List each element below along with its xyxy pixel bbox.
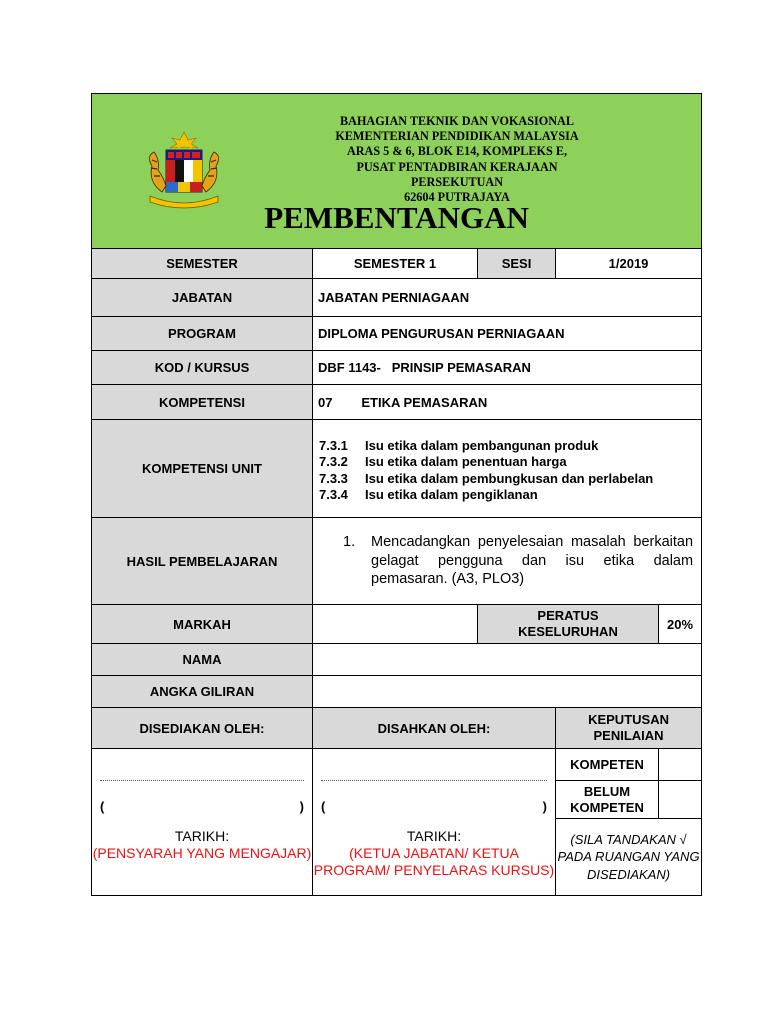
unit-text: Isu etika dalam pengiklanan xyxy=(365,487,538,502)
agency-line: 62604 PUTRAJAYA xyxy=(404,190,510,205)
coat-of-arms-icon xyxy=(138,130,230,210)
kompetensi-unit-label: KOMPETENSI UNIT xyxy=(92,420,313,518)
kod-kursus-label: KOD / KURSUS xyxy=(92,351,313,385)
unit-text: Isu etika dalam pembangunan produk xyxy=(365,437,599,453)
list-item xyxy=(319,454,701,471)
nama-label: NAMA xyxy=(92,644,313,676)
hasil-label: HASIL PEMBELAJARAN xyxy=(92,518,313,605)
approver-role: (KETUA JABATAN/ KETUA PROGRAM/ PENYELARAS KURSUS) xyxy=(313,845,555,878)
unit-number: 7.3.1 xyxy=(319,437,348,453)
outcome-text: Mencadangkan penyelesaian masalah berkaitan gelagat pengguna dan isu etika dalam pemasaran. (A3, PLO3) xyxy=(371,534,694,588)
disediakan-label: DISEDIAKAN OLEH: xyxy=(92,708,313,749)
angka-giliran-label: ANGKA GILIRAN xyxy=(92,676,313,708)
program-value: DIPLOMA PENGURUSAN PERNIAGAAN xyxy=(313,317,702,351)
kompetensi-label: KOMPETENSI xyxy=(92,385,313,420)
unit-number: 7.3.4 xyxy=(319,487,348,502)
outcome-number: 1. xyxy=(343,534,356,551)
peratus-value: 20% xyxy=(659,605,702,644)
unit-text: Isu etika dalam pembungkusan dan perlabelan xyxy=(365,470,654,486)
agency-line: BAHAGIAN TEKNIK DAN VOKASIONAL xyxy=(340,114,574,128)
program-label: PROGRAM xyxy=(92,317,313,351)
signature-line[interactable] xyxy=(321,780,547,781)
agency-line: PUSAT PENTADBIRAN KERAJAAN xyxy=(356,159,558,174)
unit-number: 7.3.3 xyxy=(319,470,348,486)
belum-kompeten-line: KOMPETEN xyxy=(570,799,644,815)
page-title: PEMBENTANGAN xyxy=(264,200,529,235)
belum-kompeten-label xyxy=(556,781,659,819)
list-item xyxy=(319,487,701,504)
kompetensi-value: 07 ETIKA PEMASARAN xyxy=(313,385,702,420)
tarikh-label: TARIKH: xyxy=(174,828,230,844)
kompeten-checkbox[interactable] xyxy=(659,749,702,781)
competency-unit-list xyxy=(313,420,702,518)
assessment-form xyxy=(91,93,702,896)
keputusan-label xyxy=(556,708,702,749)
preparer-role: (PENSYARAH YANG MENGAJAR) xyxy=(92,845,312,861)
peratus-label-line: KESELURUHAN xyxy=(518,624,618,639)
peratus-label xyxy=(478,605,659,644)
paren-open: ( xyxy=(100,799,105,814)
learning-outcome xyxy=(313,518,702,605)
agency-line: PERSEKUTUAN xyxy=(410,174,504,189)
sesi-label: SESI xyxy=(478,249,556,279)
kompeten-label: KOMPETEN xyxy=(556,749,659,781)
preparer-signature xyxy=(92,749,313,896)
disahkan-label: DISAHKAN OLEH: xyxy=(313,708,556,749)
sesi-value: 1/2019 xyxy=(556,249,702,279)
jabatan-label: JABATAN xyxy=(92,279,313,317)
belum-kompeten-checkbox[interactable] xyxy=(659,781,702,819)
angka-giliran-field[interactable] xyxy=(313,676,702,708)
nama-field[interactable] xyxy=(313,644,702,676)
keputusan-label-line: KEPUTUSAN xyxy=(588,712,669,727)
peratus-label-line: PERATUS xyxy=(537,608,599,623)
unit-number: 7.3.2 xyxy=(319,454,348,469)
semester-label: SEMESTER xyxy=(92,249,313,279)
instruction-note: (SILA TANDAKAN √ PADA RUANGAN YANG DISEDIAKAN) xyxy=(556,819,702,896)
signature-line[interactable] xyxy=(100,780,304,781)
agency-line: ARAS 5 & 6, BLOK E14, KOMPLEKS E, xyxy=(346,144,568,159)
list-item xyxy=(319,438,701,455)
form-header xyxy=(92,94,702,249)
paren-close: ) xyxy=(542,799,547,814)
tarikh-label: TARIKH: xyxy=(406,828,462,844)
kod-kursus-value: DBF 1143- PRINSIP PEMASARAN xyxy=(313,351,702,385)
agency-line: KEMENTERIAN PENDIDIKAN MALAYSIA xyxy=(335,129,579,144)
keputusan-label-line: PENILAIAN xyxy=(593,728,664,743)
approver-signature xyxy=(313,749,556,896)
agency-address xyxy=(302,114,612,206)
markah-label: MARKAH xyxy=(92,605,313,644)
paren-close: ) xyxy=(299,799,304,814)
markah-field[interactable] xyxy=(313,605,478,644)
paren-open: ( xyxy=(321,799,326,814)
list-item xyxy=(319,471,701,488)
unit-text: Isu etika dalam penentuan harga xyxy=(365,454,567,469)
semester-value: SEMESTER 1 xyxy=(313,249,478,279)
jabatan-value: JABATAN PERNIAGAAN xyxy=(313,279,702,317)
belum-kompeten-line: BELUM xyxy=(583,783,631,799)
